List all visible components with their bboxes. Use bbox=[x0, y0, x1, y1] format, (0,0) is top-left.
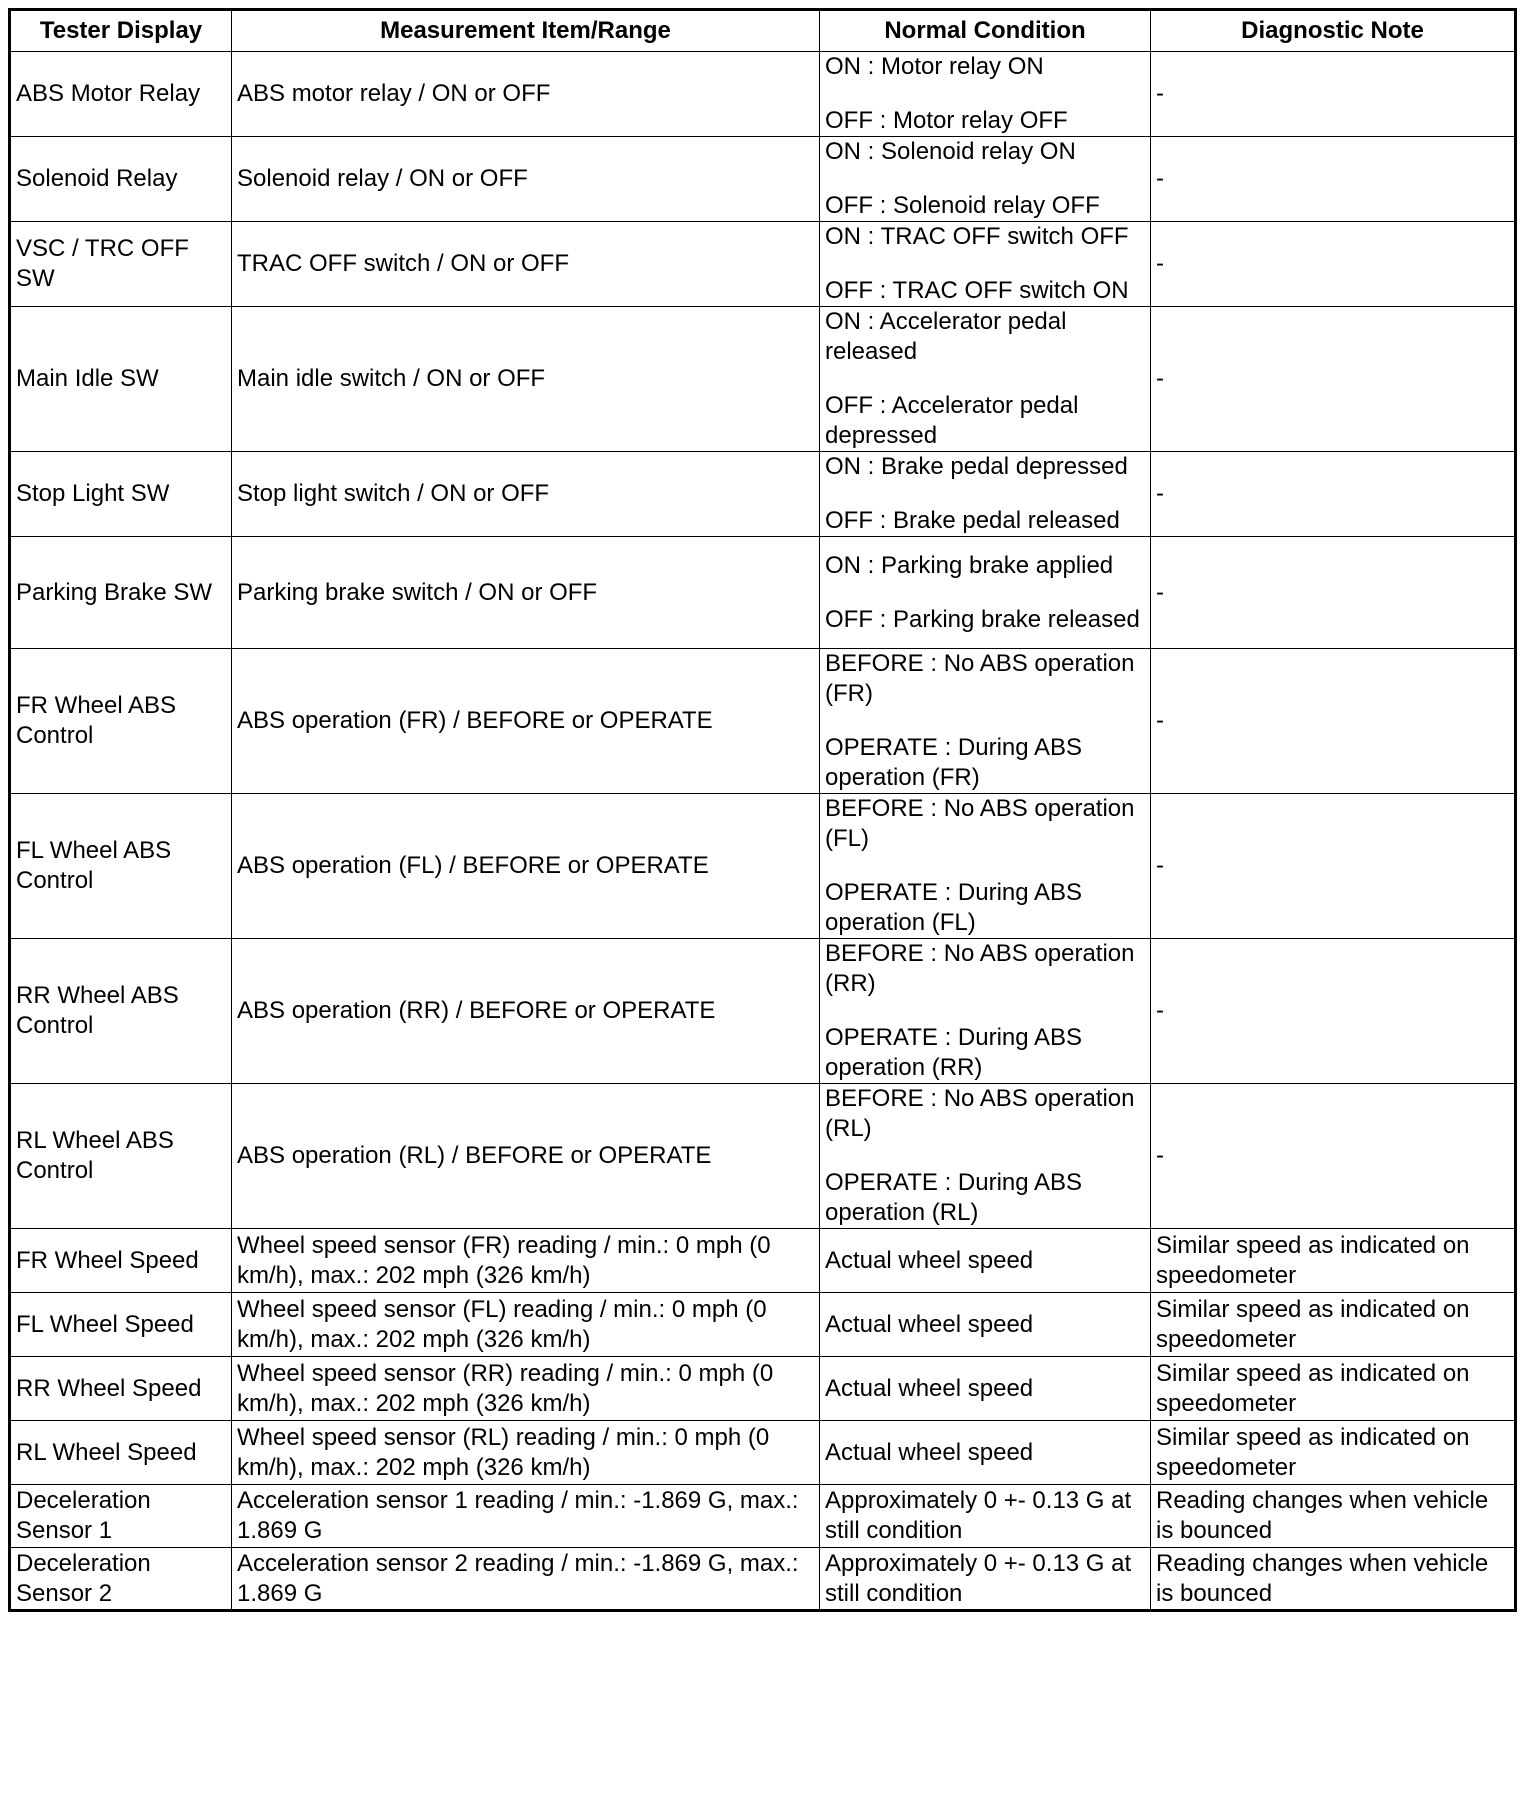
cell-diagnostic-note: - bbox=[1151, 794, 1516, 939]
cell-tester-display: RR Wheel ABS Control bbox=[10, 939, 232, 1084]
table-row bbox=[10, 1084, 1516, 1229]
cell-tester-display: RR Wheel Speed bbox=[10, 1357, 232, 1421]
cell-measurement-item: ABS operation (FR) / BEFORE or OPERATE bbox=[232, 649, 820, 794]
condition-line: BEFORE : No ABS operation (RR) bbox=[825, 940, 1135, 997]
table-row bbox=[10, 1548, 1516, 1611]
header-tester-display: Tester Display bbox=[10, 10, 232, 52]
cell-tester-display: Deceleration Sensor 1 bbox=[10, 1485, 232, 1548]
cell-tester-display: FL Wheel Speed bbox=[10, 1293, 232, 1357]
cell-normal-condition bbox=[820, 1421, 1151, 1485]
condition-line: BEFORE : No ABS operation (FR) bbox=[825, 650, 1135, 707]
table-row bbox=[10, 939, 1516, 1084]
condition-line: ON : Solenoid relay ON bbox=[825, 138, 1076, 165]
table-row bbox=[10, 137, 1516, 222]
condition-line: BEFORE : No ABS operation (FL) bbox=[825, 795, 1135, 852]
table-row bbox=[10, 1229, 1516, 1293]
cell-diagnostic-note: - bbox=[1151, 939, 1516, 1084]
cell-normal-condition bbox=[820, 452, 1151, 537]
condition-line: ON : Accelerator pedal released bbox=[825, 308, 1067, 365]
cell-normal-condition bbox=[820, 137, 1151, 222]
cell-diagnostic-note: - bbox=[1151, 537, 1516, 649]
cell-tester-display: VSC / TRC OFF SW bbox=[10, 222, 232, 307]
cell-normal-condition bbox=[820, 649, 1151, 794]
data-monitor-table bbox=[8, 8, 1517, 1612]
cell-diagnostic-note: Reading changes when vehicle is bounced bbox=[1151, 1485, 1516, 1548]
cell-normal-condition bbox=[820, 537, 1151, 649]
header-measurement-item: Measurement Item/Range bbox=[232, 10, 820, 52]
cell-normal-condition bbox=[820, 794, 1151, 939]
table-row bbox=[10, 1293, 1516, 1357]
cell-diagnostic-note: - bbox=[1151, 1084, 1516, 1229]
table-row bbox=[10, 537, 1516, 649]
cell-tester-display: RL Wheel Speed bbox=[10, 1421, 232, 1485]
cell-diagnostic-note: - bbox=[1151, 52, 1516, 137]
cell-diagnostic-note: Similar speed as indicated on speedometer bbox=[1151, 1229, 1516, 1293]
cell-normal-condition bbox=[820, 52, 1151, 137]
cell-normal-condition bbox=[820, 1548, 1151, 1611]
condition-line: OFF : Brake pedal released bbox=[825, 507, 1120, 534]
condition-line: Approximately 0 +- 0.13 G at still condition bbox=[825, 1487, 1132, 1544]
cell-diagnostic-note: Reading changes when vehicle is bounced bbox=[1151, 1548, 1516, 1611]
cell-normal-condition bbox=[820, 1229, 1151, 1293]
condition-line: OPERATE : During ABS operation (FL) bbox=[825, 879, 1082, 936]
condition-line: OFF : Parking brake released bbox=[825, 605, 1140, 633]
table-body bbox=[10, 52, 1516, 1611]
condition-line: OPERATE : During ABS operation (RR) bbox=[825, 1024, 1082, 1081]
header-row bbox=[10, 10, 1516, 52]
cell-diagnostic-note: - bbox=[1151, 649, 1516, 794]
table-header bbox=[10, 10, 1516, 52]
condition-line: Approximately 0 +- 0.13 G at still condition bbox=[825, 1549, 1132, 1607]
table-row bbox=[10, 649, 1516, 794]
table-row bbox=[10, 52, 1516, 137]
cell-diagnostic-note: - bbox=[1151, 307, 1516, 452]
cell-measurement-item: ABS operation (RR) / BEFORE or OPERATE bbox=[232, 939, 820, 1084]
table-row bbox=[10, 1485, 1516, 1548]
table-row bbox=[10, 307, 1516, 452]
cell-normal-condition bbox=[820, 1357, 1151, 1421]
cell-measurement-item: Acceleration sensor 2 reading / min.: -1.869 G, max.: 1.869 G bbox=[232, 1548, 820, 1611]
condition-line: ON : Brake pedal depressed bbox=[825, 453, 1128, 480]
cell-measurement-item: Parking brake switch / ON or OFF bbox=[232, 537, 820, 649]
cell-diagnostic-note: Similar speed as indicated on speedometer bbox=[1151, 1293, 1516, 1357]
condition-line: ON : Parking brake applied bbox=[825, 551, 1114, 579]
condition-line: Actual wheel speed bbox=[825, 1310, 1034, 1338]
cell-normal-condition bbox=[820, 307, 1151, 452]
cell-measurement-item: ABS operation (FL) / BEFORE or OPERATE bbox=[232, 794, 820, 939]
cell-tester-display: FR Wheel Speed bbox=[10, 1229, 232, 1293]
cell-normal-condition bbox=[820, 1485, 1151, 1548]
condition-line: Actual wheel speed bbox=[825, 1374, 1034, 1402]
cell-diagnostic-note: - bbox=[1151, 452, 1516, 537]
condition-line: OFF : Accelerator pedal depressed bbox=[825, 392, 1079, 449]
cell-diagnostic-note: - bbox=[1151, 222, 1516, 307]
condition-line: Actual wheel speed bbox=[825, 1246, 1034, 1274]
cell-tester-display: Solenoid Relay bbox=[10, 137, 232, 222]
condition-line: ON : Motor relay ON bbox=[825, 53, 1044, 80]
cell-measurement-item: Wheel speed sensor (FR) reading / min.: 0 mph (0 km/h), max.: 202 mph (326 km/h) bbox=[232, 1229, 820, 1293]
condition-line: OPERATE : During ABS operation (RL) bbox=[825, 1169, 1082, 1226]
cell-tester-display: Deceleration Sensor 2 bbox=[10, 1548, 232, 1611]
cell-normal-condition bbox=[820, 1293, 1151, 1357]
cell-measurement-item: Wheel speed sensor (FL) reading / min.: 0 mph (0 km/h), max.: 202 mph (326 km/h) bbox=[232, 1293, 820, 1357]
condition-line: OFF : Motor relay OFF bbox=[825, 107, 1068, 134]
cell-measurement-item: ABS operation (RL) / BEFORE or OPERATE bbox=[232, 1084, 820, 1229]
table-row bbox=[10, 452, 1516, 537]
cell-tester-display: FL Wheel ABS Control bbox=[10, 794, 232, 939]
cell-measurement-item: Main idle switch / ON or OFF bbox=[232, 307, 820, 452]
condition-line: Actual wheel speed bbox=[825, 1438, 1034, 1466]
condition-line: OFF : Solenoid relay OFF bbox=[825, 192, 1100, 219]
cell-tester-display: Parking Brake SW bbox=[10, 537, 232, 649]
cell-normal-condition bbox=[820, 939, 1151, 1084]
condition-line: ON : TRAC OFF switch OFF bbox=[825, 223, 1129, 250]
table-row bbox=[10, 794, 1516, 939]
cell-measurement-item: Acceleration sensor 1 reading / min.: -1.869 G, max.: 1.869 G bbox=[232, 1485, 820, 1548]
header-diagnostic-note: Diagnostic Note bbox=[1151, 10, 1516, 52]
table-row bbox=[10, 1357, 1516, 1421]
cell-diagnostic-note: Similar speed as indicated on speedometer bbox=[1151, 1357, 1516, 1421]
cell-measurement-item: Wheel speed sensor (RL) reading / min.: 0 mph (0 km/h), max.: 202 mph (326 km/h) bbox=[232, 1421, 820, 1485]
cell-measurement-item: Wheel speed sensor (RR) reading / min.: 0 mph (0 km/h), max.: 202 mph (326 km/h) bbox=[232, 1357, 820, 1421]
cell-tester-display: ABS Motor Relay bbox=[10, 52, 232, 137]
cell-measurement-item: Stop light switch / ON or OFF bbox=[232, 452, 820, 537]
condition-line: BEFORE : No ABS operation (RL) bbox=[825, 1085, 1135, 1142]
cell-tester-display: Stop Light SW bbox=[10, 452, 232, 537]
cell-measurement-item: ABS motor relay / ON or OFF bbox=[232, 52, 820, 137]
cell-diagnostic-note: Similar speed as indicated on speedometer bbox=[1151, 1421, 1516, 1485]
table-row bbox=[10, 222, 1516, 307]
table-row bbox=[10, 1421, 1516, 1485]
condition-line: OFF : TRAC OFF switch ON bbox=[825, 277, 1129, 304]
condition-line: OPERATE : During ABS operation (FR) bbox=[825, 734, 1082, 791]
cell-normal-condition bbox=[820, 1084, 1151, 1229]
cell-tester-display: Main Idle SW bbox=[10, 307, 232, 452]
header-normal-condition: Normal Condition bbox=[820, 10, 1151, 52]
cell-tester-display: RL Wheel ABS Control bbox=[10, 1084, 232, 1229]
cell-measurement-item: Solenoid relay / ON or OFF bbox=[232, 137, 820, 222]
cell-measurement-item: TRAC OFF switch / ON or OFF bbox=[232, 222, 820, 307]
cell-tester-display: FR Wheel ABS Control bbox=[10, 649, 232, 794]
cell-diagnostic-note: - bbox=[1151, 137, 1516, 222]
cell-normal-condition bbox=[820, 222, 1151, 307]
